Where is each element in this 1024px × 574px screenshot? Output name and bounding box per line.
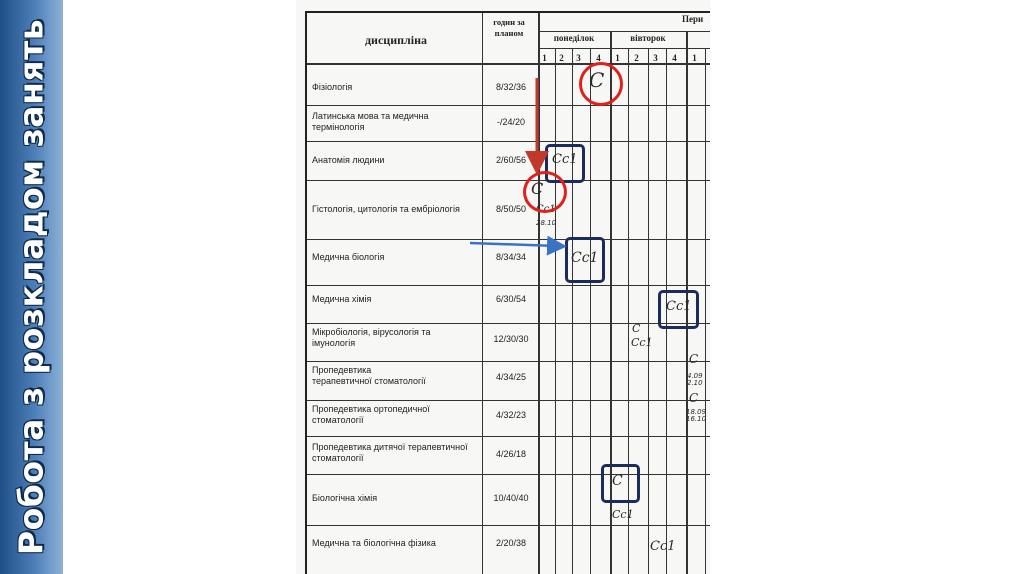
highlight-box <box>658 290 699 329</box>
subject-name: Фізіологія <box>312 82 353 92</box>
grid-line <box>538 48 710 49</box>
subject-name: Латинська мова та медична термінологія <box>312 111 429 133</box>
schedule-mark: C <box>531 179 544 198</box>
grid-line <box>307 361 710 362</box>
subject-name: Пропедевтика терапевтичної стоматології <box>312 365 426 387</box>
subject-name: Біологічна хімія <box>312 493 378 503</box>
subject-name: Пропедевтика дитячої терапевтичної стоматології <box>312 442 468 464</box>
grid-line <box>590 48 591 574</box>
subject-hours: 8/32/36 <box>495 82 527 92</box>
schedule-note: 4.09 2.10 <box>687 372 703 388</box>
day-header-tuesday: вівторок <box>630 33 666 43</box>
subject-hours: 8/34/34 <box>495 252 527 262</box>
subject-name: Медична хімія <box>312 294 372 304</box>
slide-title: Робота з розкладом занять <box>11 18 51 556</box>
period-number: 1 <box>692 53 697 63</box>
grid-line <box>307 474 710 475</box>
subject-name: Медична та біологічна фізика <box>312 538 436 548</box>
subject-name: Анатомія людини <box>312 155 385 165</box>
period-number: 3 <box>576 53 581 63</box>
grid-line <box>482 13 483 574</box>
schedule-table <box>305 11 710 574</box>
grid-line <box>705 48 706 574</box>
subject-hours: 12/30/30 <box>493 334 529 344</box>
subject-hours: 4/32/23 <box>495 410 527 420</box>
grid-line <box>307 105 710 106</box>
highlight-circle <box>579 62 623 106</box>
period-header: Пери <box>682 14 704 24</box>
subject-name: Мікробіологія, вірусологія та імунологія <box>312 327 431 349</box>
schedule-note: 28.10 <box>536 219 557 227</box>
schedule-note: 18.09 16.10 <box>686 408 707 424</box>
period-number: 2 <box>634 53 639 63</box>
grid-line <box>307 180 710 181</box>
grid-line <box>307 239 710 240</box>
schedule-mark: C <box>689 391 699 405</box>
period-number: 2 <box>559 53 564 63</box>
period-number: 4 <box>672 53 677 63</box>
hours-header: годин за планом <box>493 17 525 39</box>
grid-line <box>555 48 556 574</box>
subject-hours: 2/20/38 <box>495 538 527 548</box>
grid-line <box>307 323 710 324</box>
grid-line <box>307 436 710 437</box>
schedule-mark: Сс1 <box>552 152 578 167</box>
period-number: 4 <box>596 53 601 63</box>
grid-line <box>538 31 710 32</box>
scanned-schedule-document <box>296 0 710 574</box>
grid-line <box>307 285 710 286</box>
schedule-mark: Сс1 <box>666 299 692 314</box>
subject-hours: -/24/20 <box>496 117 526 127</box>
grid-line <box>538 13 540 574</box>
schedule-mark: Сс1 <box>571 250 599 266</box>
subject-hours: 2/60/56 <box>495 155 527 165</box>
period-number: 1 <box>615 53 620 63</box>
period-number: 1 <box>542 53 547 63</box>
subject-name: Гістологія, цитологія та ембріологія <box>312 204 460 214</box>
grid-line <box>572 48 573 574</box>
grid-line <box>307 141 710 142</box>
schedule-mark: C <box>589 68 605 92</box>
schedule-mark: C <box>632 322 641 335</box>
day-header-monday: понеділок <box>553 33 595 43</box>
subject-hours: 6/30/54 <box>495 294 527 304</box>
highlight-box <box>601 464 640 503</box>
highlight-box <box>565 237 605 283</box>
grid-line <box>648 48 649 574</box>
side-banner <box>0 0 63 574</box>
grid-line <box>307 400 710 401</box>
subject-hours: 4/26/18 <box>495 449 527 459</box>
discipline-header: дисципліна <box>364 33 428 47</box>
schedule-mark: C <box>612 473 623 489</box>
schedule-mark: Сс1 <box>650 539 676 554</box>
subject-name: Медична біологія <box>312 252 385 262</box>
schedule-mark: C <box>689 352 699 366</box>
schedule-mark: Сс1 <box>612 508 634 521</box>
schedule-mark: Сс1 <box>631 336 653 349</box>
subject-hours: 8/50/50 <box>495 204 527 214</box>
highlight-circle <box>523 171 567 213</box>
subject-hours: 10/40/40 <box>493 493 529 503</box>
grid-line <box>307 525 710 526</box>
subject-hours: 4/34/25 <box>495 372 527 382</box>
period-number: 3 <box>653 53 658 63</box>
schedule-mark: Сс1 <box>536 204 556 215</box>
subject-name: Пропедевтика ортопедичної стоматології <box>312 404 430 426</box>
grid-line <box>307 63 710 65</box>
